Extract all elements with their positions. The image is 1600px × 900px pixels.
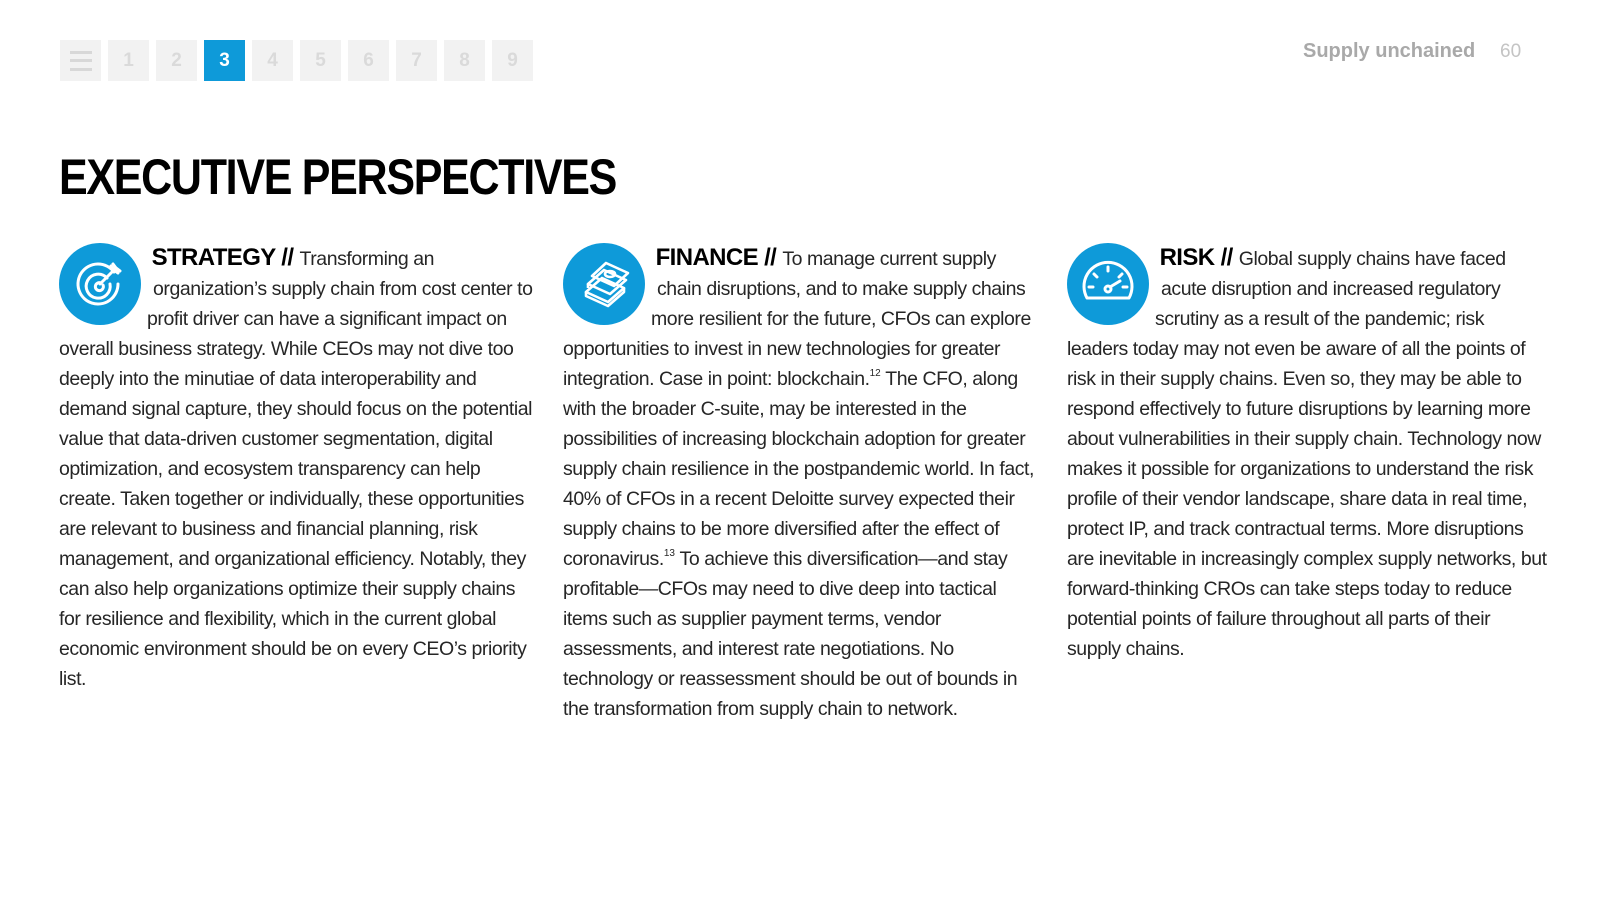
menu-button[interactable] <box>60 40 101 81</box>
nav-page-6-button[interactable]: 6 <box>348 40 389 81</box>
speedometer-icon <box>1067 243 1149 325</box>
page-navigation <box>60 40 533 81</box>
risk-body: Global supply chains have faced acute disruption and increased regulatory scrutiny as a result of the pandemic; risk leaders today may not even be aware of all the points of risk in their supply chains. Even so, they may be able to respond effectively to future disruptions by learning more about vulnerabilities in their supply chain. Technology now makes it possible for organizations to understand the risk profile of their vendor landscape, share data in real time, protect IP, and track contractual terms. More disruptions are inevitable in increasingly complex supply networks, but forward-thinking CROs can take steps today to reduce potential points of failure throughout all parts of their supply chains. <box>1067 248 1547 660</box>
nav-page-3-button[interactable]: 3 <box>204 40 245 81</box>
nav-page-2-button[interactable]: 2 <box>156 40 197 81</box>
finance-body-1: To manage current supply chain disruptions, and to make supply chains more resilient for the future, CFOs can explore opportunities to invest in new technologies for greater integration. Case in point: blockchain. <box>563 248 1031 390</box>
finance-title: FINANCE // <box>655 244 783 271</box>
page-number: 60 <box>1500 41 1522 62</box>
risk-column <box>1067 243 1547 664</box>
nav-page-4-button[interactable]: 4 <box>252 40 293 81</box>
nav-page-7-button[interactable]: 7 <box>396 40 437 81</box>
finance-column <box>563 243 1041 724</box>
footnote-ref-13[interactable]: 13 <box>663 548 675 559</box>
nav-page-9-button[interactable]: 9 <box>492 40 533 81</box>
nav-page-1-button[interactable]: 1 <box>108 40 149 81</box>
strategy-title: STRATEGY // <box>151 244 300 271</box>
money-stack-icon <box>563 243 645 325</box>
strategy-column <box>59 243 537 694</box>
page-heading: EXECUTIVE PERSPECTIVES <box>59 149 617 205</box>
hamburger-menu-icon <box>70 51 92 71</box>
target-arrow-icon <box>59 243 141 325</box>
risk-title: RISK // <box>1159 244 1239 271</box>
strategy-body: Transforming an organization’s supply chain from cost center to profit driver can have a significant impact on overall business strategy. While CEOs may not dive too deeply into the minutiae of data interoperability and demand signal capture, they should focus on the potential value that data-driven customer segmentation, digital optimization, and ecosystem transparency can help create. Taken together or individually, these opportunities are relevant to business and financial planning, risk management, and organizational efficiency. Notably, they can also help organizations optimize their supply chains for resilience and flexibility, which in the current global economic environment should be on every CEO’s priority list. <box>59 248 533 690</box>
finance-body-2: The CFO, along with the broader C-suite, may be interested in the possibilities of increasing blockchain adoption for greater supply chain resilience in the postpandemic world. In fact, 40% of CFOs in a recent Deloitte survey expected their supply chains to be more diversified after the effect of coronavirus. <box>563 368 1034 570</box>
document-title: Supply unchained <box>1303 40 1476 62</box>
footnote-ref-12[interactable]: 12 <box>869 368 881 379</box>
finance-body-3: To achieve this diversification—and stay profitable—CFOs may need to dive deep into tactical items such as supplier payment terms, vendor assessments, and interest rate negotiations. No technology or reassessment should be out of bounds in the transformation from supply chain to network. <box>563 548 1018 720</box>
nav-page-5-button[interactable]: 5 <box>300 40 341 81</box>
nav-page-8-button[interactable]: 8 <box>444 40 485 81</box>
